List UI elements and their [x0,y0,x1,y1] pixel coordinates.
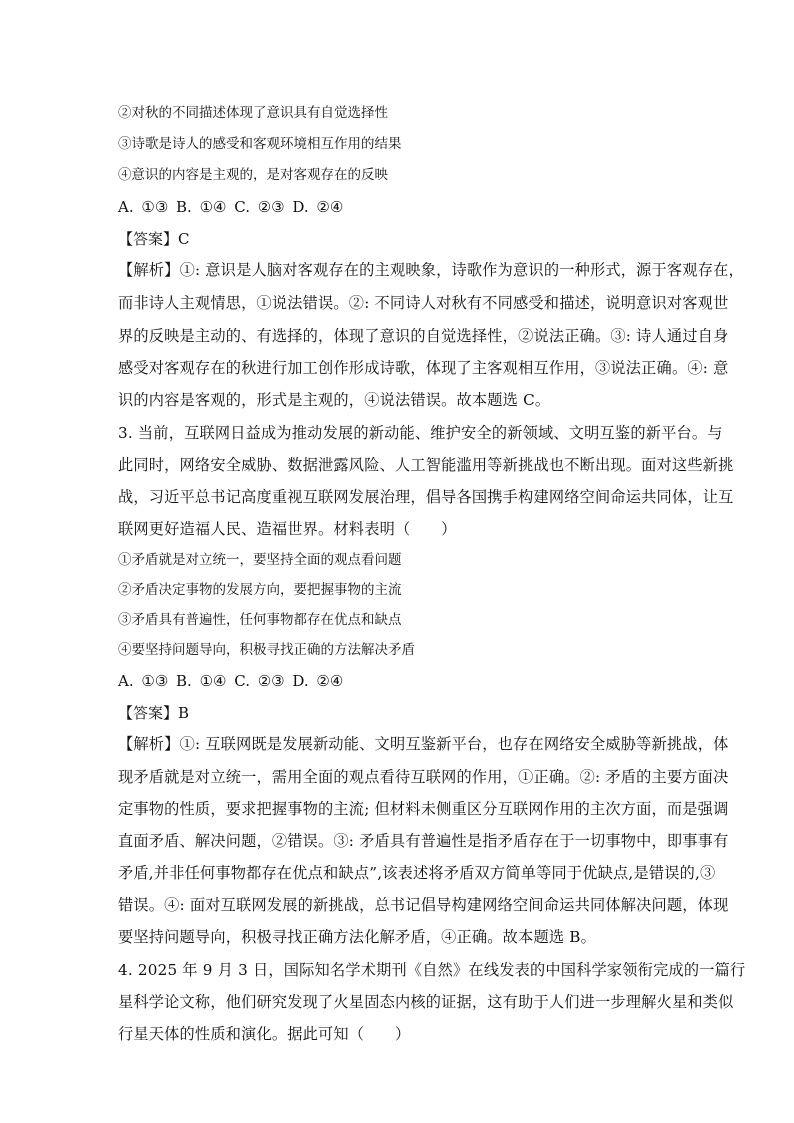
q3-analysis-line: 错误。④: 面对互联网发展的新挑战，总书记倡导构建网络空间命运共同体解决问题，体现 [118,896,729,914]
q2-option-4: ④意识的内容是主观的，是对客观存在的反映 [118,167,388,183]
q3-option-1: ①矛盾就是对立统一，要坚持全面的观点看问题 [118,552,402,568]
q3-stem-line: 联网更好造福人民、造福世界。材料表明（ ） [118,520,457,538]
q3-option-4: ④要坚持问题导向，积极寻找正确的方法解决矛盾 [118,642,415,658]
q3-analysis-line: 要坚持问题导向，积极寻找正确方法化解矛盾，④正确。故本题选 B。 [118,928,597,946]
q4-stem-line: 行星天体的性质和演化。据此可知（ ） [118,1025,411,1043]
analysis-text: ①: 互联网既是发展新动能、文明互鉴新平台，也存在网络安全威胁等新挑战，体 [179,735,729,753]
answer-label: 【答案】 [118,230,179,248]
q2-analysis-line: 识的内容是客观的，形式是主观的，④说法错误。故本题选 C。 [118,391,551,409]
q2-choices: A. ①③ B. ①④ C. ②③ D. ②④ [118,198,344,216]
q3-option-3: ③矛盾具有普遍性，任何事物都存在优点和缺点 [118,612,402,628]
q3-analysis-line: 矛盾,并非任何事物都存在优点和缺点”,该表述将矛盾双方简单等同于优缺点,是错误的,③ [118,864,716,882]
q3-analysis-line: 直面矛盾、解决问题，②错误。③: 矛盾具有普遍性是指矛盾存在于一切事物中，即事事有 [118,832,729,850]
q3-stem-line: 战，习近平总书记高度重视互联网发展治理，倡导各国携手构建网络空间命运共同体，让互 [118,488,734,506]
q3-analysis-line: 现矛盾就是对立统一，需用全面的观点看待互联网的作用，①正确。②: 矛盾的主要方面决 [118,768,729,786]
q4-stem-line: 星科学论文称，他们研究发现了火星固态内核的证据，这有助于人们进一步理解火星和类似 [118,993,734,1011]
answer-value: C [178,230,190,248]
q2-answer [118,229,190,249]
q3-stem-line: 3. 当前，互联网日益成为推动发展的新动能、维护安全的新领域、文明互鉴的新平台。与 [118,424,723,442]
q2-analysis-line: 而非诗人主观情思，①说法错误。②: 不同诗人对秋有不同感受和描述，说明意识对客观世 [118,294,729,312]
analysis-label: 【解析】 [118,261,180,279]
analysis-text: ①: 意识是人脑对客观存在的主观映象，诗歌作为意识的一种形式，源于客观存在， [179,261,744,279]
q3-answer [118,703,189,723]
q3-analysis-line [118,734,728,754]
q2-analysis-line: 感受对客观存在的秋进行加工创作形成诗歌，体现了主客观相互作用，③说法正确。④: 意 [118,359,729,377]
q3-analysis-line: 定事物的性质，要求把握事物的主流; 但材料未侧重区分互联网作用的主次方面，而是强调 [118,800,729,818]
q4-stem-line: 4. 2025 年 9 月 3 日，国际知名学术期刊《自然》在线发表的中国科学家领衔完成的一篇行 [118,961,746,979]
q3-option-2: ②矛盾决定事物的发展方向，要把握事物的主流 [118,582,402,598]
q3-stem-line: 此同时，网络安全威胁、数据泄露风险、人工智能滥用等新挑战也不断出现。面对这些新挑 [118,456,734,474]
q2-analysis-line: 界的反映是主动的、有选择的，体现了意识的自觉选择性，②说法正确。③: 诗人通过自身 [118,327,729,345]
analysis-label: 【解析】 [118,735,180,753]
q2-analysis-line [118,260,744,280]
q3-choices: A. ①③ B. ①④ C. ②③ D. ②④ [118,672,344,690]
answer-value: B [178,704,190,722]
answer-label: 【答案】 [118,704,179,722]
q2-option-3: ③诗歌是诗人的感受和客观环境相互作用的结果 [118,136,402,152]
q2-option-2: ②对秋的不同描述体现了意识具有自觉选择性 [118,105,388,121]
